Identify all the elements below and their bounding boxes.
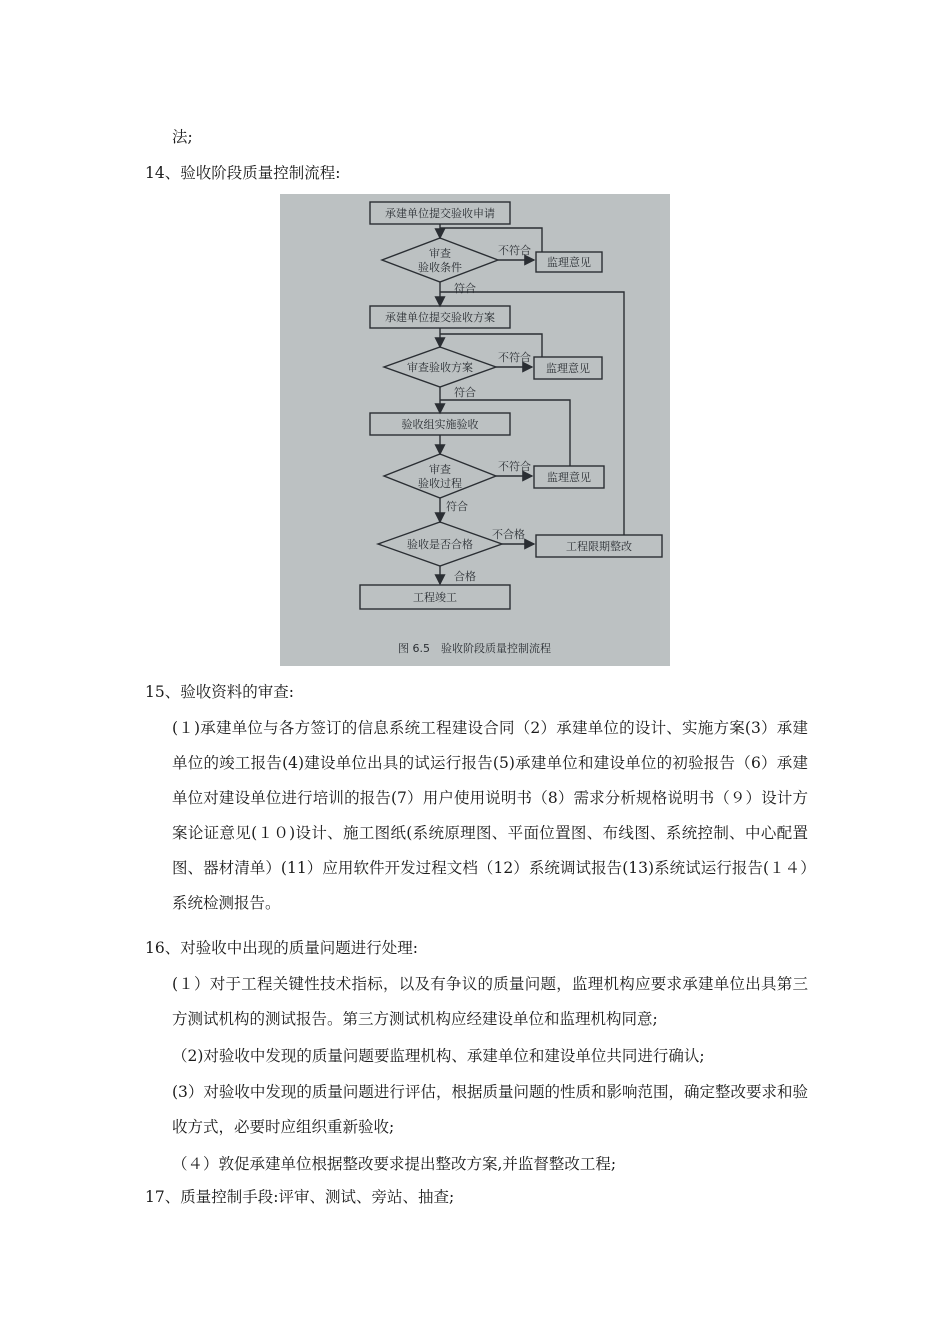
item-title: 质量控制手段:评审、测试、旁站、抽查; bbox=[180, 1188, 455, 1206]
continuation-line: 法; bbox=[172, 128, 193, 146]
flow-label-end: 工程竣工 bbox=[413, 591, 457, 604]
flow-label-d4: 验收是否合格 bbox=[407, 538, 473, 551]
flow-label-d3-l1: 审查 bbox=[429, 463, 451, 476]
item-16-sub-2: （2)对验收中发现的质量问题要监理机构、承建单位和建设单位共同进行确认; bbox=[172, 1047, 705, 1065]
item-number: 17、 bbox=[145, 1188, 181, 1206]
item-16-sub-1: (１）对于工程关键性技术指标，以及有争议的质量问题，监理机构应要求承建单位出具第三方测试机构的测试报告。第三方测试机构应经建设单位和监理机构同意; bbox=[172, 975, 808, 1028]
item-15-heading bbox=[145, 682, 294, 702]
flow-label-yes3: 符合 bbox=[446, 500, 468, 513]
flow-label-d1-l2: 验收条件 bbox=[418, 261, 462, 274]
item-title: 对验收中出现的质量问题进行处理: bbox=[180, 939, 418, 957]
flow-label-box3: 验收组实施验收 bbox=[401, 418, 479, 431]
flow-label-no1: 不符合 bbox=[498, 244, 531, 257]
flowchart-diagram bbox=[280, 194, 670, 666]
flow-label-yes4: 合格 bbox=[454, 570, 476, 583]
flow-label-opinion1: 监理意见 bbox=[547, 256, 591, 269]
flow-label-no3: 不符合 bbox=[498, 460, 531, 473]
flow-label-d3-l2: 验收过程 bbox=[418, 477, 462, 490]
flow-label-opinion2: 监理意见 bbox=[546, 362, 590, 375]
flow-label-yes1: 符合 bbox=[454, 282, 476, 295]
flow-label-rectify: 工程限期整改 bbox=[566, 540, 632, 553]
flow-label-d1-l1: 审查 bbox=[429, 247, 451, 260]
flow-label-no4: 不合格 bbox=[492, 528, 525, 541]
item-number: 16、 bbox=[145, 939, 181, 957]
flow-decision-conditions bbox=[382, 238, 498, 282]
item-number: 15、 bbox=[145, 683, 181, 701]
flow-label-d2: 审查验收方案 bbox=[407, 361, 473, 374]
flow-label-box1: 承建单位提交验收申请 bbox=[385, 207, 495, 220]
flow-label-yes2: 符合 bbox=[454, 386, 476, 399]
flow-label-no2: 不符合 bbox=[498, 351, 531, 364]
item-number: 14、 bbox=[145, 164, 181, 182]
flow-label-box2: 承建单位提交验收方案 bbox=[385, 311, 495, 324]
flowchart-photo bbox=[280, 194, 670, 666]
figure-caption: 图 6.5 验收阶段质量控制流程 bbox=[398, 642, 551, 655]
flow-decision-process bbox=[384, 454, 496, 498]
item-16-heading bbox=[145, 938, 418, 958]
item-16-sub-3: (3）对验收中发现的质量问题进行评估，根据质量问题的性质和影响范围，确定整改要求和验收方式，必要时应组织重新验收; bbox=[172, 1083, 808, 1136]
item-15-body: (１)承建单位与各方签订的信息系统工程建设合同（2）承建单位的设计、实施方案(3）承建单位的竣工报告(4)建设单位出具的试运行报告(5)承建单位和建设单位的初验报告（6）承建单位对建设单位进行培训的报告(7）用户使用说明书（8）需求分析规格说明书（９）设计方案论证意见(１０)设计、施工图纸(系统原理图、平面位置图、布线图、系统控制、中心配置图、器材清单）(11）应用软件开发过程文档（12）系统调试报告(13)系统试运行报告(１４）系统检测报告。 bbox=[172, 719, 808, 912]
item-title: 验收阶段质量控制流程: bbox=[180, 164, 341, 182]
flow-label-opinion3: 监理意见 bbox=[547, 471, 591, 484]
item-17-heading bbox=[145, 1187, 454, 1207]
item-16-sub-4: （４）敦促承建单位根据整改要求提出整改方案,并监督整改工程; bbox=[172, 1155, 617, 1173]
item-14-heading bbox=[145, 163, 340, 183]
item-title: 验收资料的审查: bbox=[180, 683, 294, 701]
